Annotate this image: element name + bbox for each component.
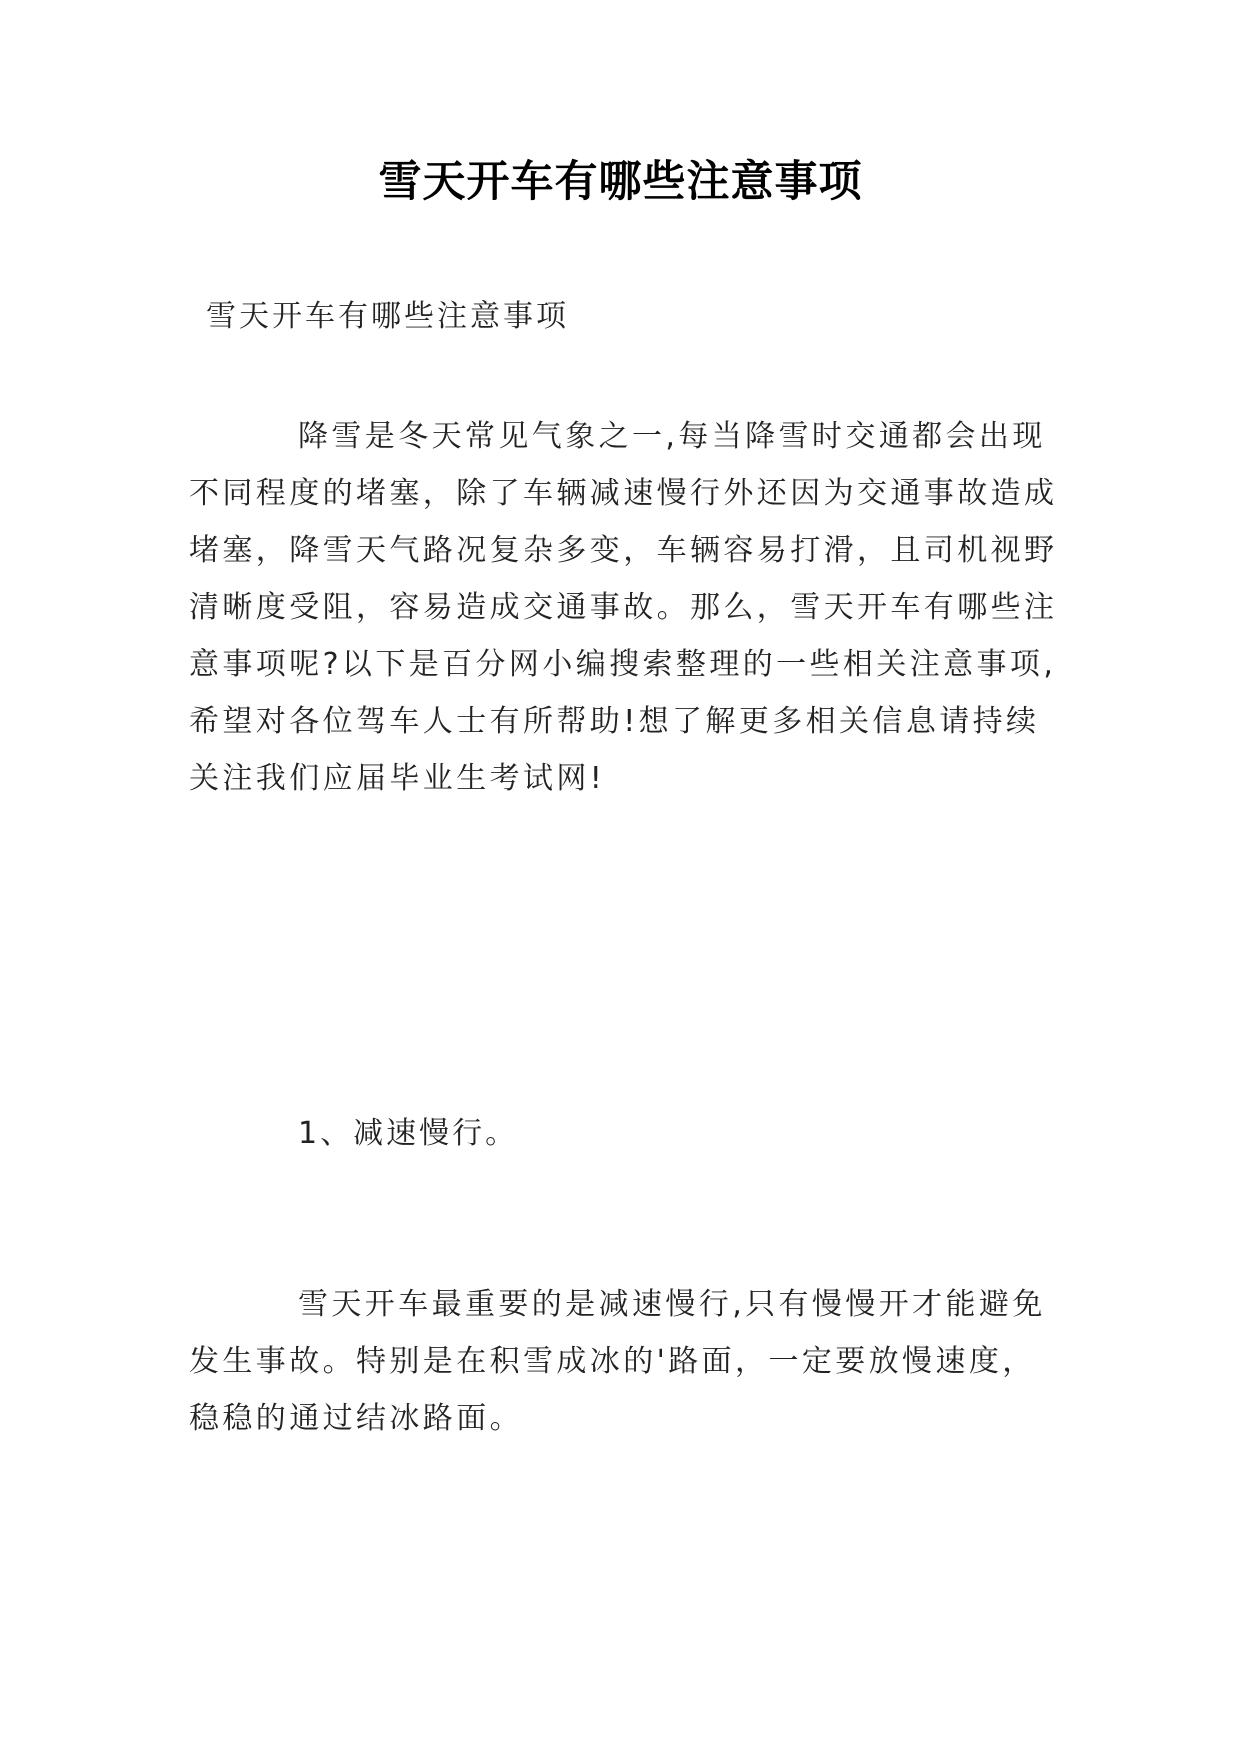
paragraph-line: 意事项呢?以下是百分网小编搜索整理的一些相关注意事项, [189, 647, 1057, 682]
paragraph-line: 关注我们应届毕业生考试网! [189, 761, 606, 796]
paragraph-line: 堵塞，降雪天气路况复杂多变，车辆容易打滑，且司机视野 [189, 533, 1058, 568]
intro-paragraph [189, 408, 1058, 807]
paragraph-line: 发生事故。特别是在积雪成冰的'路面，一定要放慢速度， [189, 1344, 1036, 1379]
paragraph-line: 稳稳的通过结冰路面。 [189, 1401, 523, 1436]
document-title: 雪天开车有哪些注意事项 [378, 157, 863, 207]
section-heading: 1、减速慢行。 [298, 1116, 519, 1151]
paragraph-line: 不同程度的堵塞，除了车辆减速慢行外还因为交通事故造成 [189, 476, 1058, 511]
paragraph-line: 清晰度受阻，容易造成交通事故。那么，雪天开车有哪些注 [189, 590, 1058, 625]
document-subtitle: 雪天开车有哪些注意事项 [206, 299, 569, 334]
paragraph-line: 雪天开车最重要的是减速慢行,只有慢慢开才能避免 [298, 1287, 1046, 1322]
section-paragraph [189, 1276, 1049, 1447]
paragraph-line: 希望对各位驾车人士有所帮助!想了解更多相关信息请持续 [189, 704, 1040, 739]
paragraph-line: 降雪是冬天常见气象之一,每当降雪时交通都会出现 [298, 419, 1046, 454]
